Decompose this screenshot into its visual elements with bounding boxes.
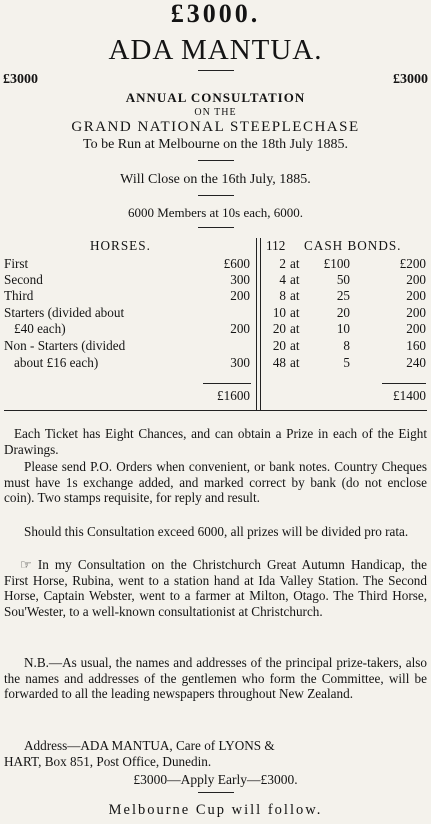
short-divider (198, 227, 234, 228)
bond-value: 50 (336, 272, 350, 287)
horse-row-label: £40 each) (14, 321, 66, 336)
bond-total: £200 (399, 256, 426, 271)
short-divider (198, 160, 234, 161)
bond-at: at (290, 256, 300, 271)
footer-notice: Melbourne Cup will follow. (108, 802, 323, 818)
bond-total: 240 (406, 355, 426, 370)
table-divider (260, 238, 261, 410)
table-bottom-rule (4, 410, 427, 411)
horse-row-amount: £600 (223, 256, 250, 271)
bond-value: 25 (336, 288, 350, 303)
bond-at: at (290, 272, 300, 287)
race-date-line: To be Run at Melbourne on the 18th July 1885. (83, 137, 348, 152)
paragraph-christchurch (4, 557, 427, 619)
horse-row-amount: 300 (230, 272, 250, 287)
bond-count: 48 (272, 355, 286, 370)
bond-at: at (290, 321, 300, 336)
paragraph-nb: N.B.—As usual, the names and addresses of the principal prize-takers, also the names and addresses of the gentlemen who form the Committee, will be forwarded to all the leading newspapers throughout New Zealand. (4, 655, 427, 702)
total-rule (203, 383, 251, 384)
members-line: 6000 Members at 10s each, 6000. (127, 205, 304, 220)
address-line-2: HART, Box 851, Post Office, Dunedin. (4, 754, 212, 769)
horse-row-label: Second (4, 272, 43, 287)
bond-count: 2 (279, 256, 286, 271)
bond-at: at (290, 305, 300, 320)
bond-total: 200 (406, 305, 426, 320)
bond-count: 8 (279, 288, 286, 303)
bond-at: at (290, 338, 300, 353)
bond-total: 160 (406, 338, 426, 353)
address-line-1: Address—ADA MANTUA, Care of LYONS & (24, 738, 275, 753)
table-divider (256, 238, 257, 410)
horse-row-label: Non - Starters (divided (4, 338, 126, 353)
prize-amount-title: £3000. (170, 0, 261, 28)
paragraph-chances: Each Ticket has Eight Chances, and can obtain a Prize in each of the Eight Drawings. (4, 426, 427, 457)
bond-value: 5 (343, 355, 350, 370)
bond-at: at (290, 288, 300, 303)
bond-total: 200 (406, 272, 426, 287)
horse-row-label: about £16 each) (14, 355, 99, 370)
ada-mantua-title: ADA MANTUA. (108, 34, 323, 66)
horse-row-label: Starters (divided about (4, 305, 125, 320)
horses-total: £1600 (217, 388, 250, 403)
left-amount: £3000 (3, 72, 38, 87)
short-divider (198, 70, 234, 71)
bond-count: 4 (279, 272, 286, 287)
closing-date: Will Close on the 16th July, 1885. (120, 172, 311, 187)
bond-value: £100 (323, 256, 350, 271)
short-divider (198, 195, 234, 196)
cash-bonds-heading: CASH BONDS. (304, 238, 402, 253)
horse-row-label: First (4, 256, 29, 271)
paragraph-payment: Please send P.O. Orders when convenient, or bank notes. Country Cheques must have 1s exchange added, and marked correct by bank (do not enclose coin). Two stamps requisite, for reply and result. (4, 459, 427, 506)
horse-row-amount: 300 (230, 355, 250, 370)
bonds-total: £1400 (393, 388, 426, 403)
bond-value: 8 (343, 338, 350, 353)
bond-total: 200 (406, 288, 426, 303)
short-divider (198, 792, 234, 793)
bond-count: 20 (272, 321, 286, 336)
paragraph-pro-rata: Should this Consultation exceed 6000, all prizes will be divided pro rata. (24, 524, 409, 539)
horses-heading: HORSES. (90, 238, 151, 253)
bonds-count-heading: 112 (266, 238, 286, 253)
bond-count: 20 (272, 338, 286, 353)
pointing-hand-icon: ☞ (20, 557, 32, 572)
horse-row-label: Third (4, 288, 34, 303)
annual-consultation-heading: ANNUAL CONSULTATION (125, 90, 306, 105)
horse-row-amount: 200 (230, 288, 250, 303)
bond-count: 10 (272, 305, 286, 320)
horse-row-amount: 200 (230, 321, 250, 336)
event-name: GRAND NATIONAL STEEPLECHASE (71, 119, 360, 135)
bond-value: 20 (336, 305, 350, 320)
bond-total: 200 (406, 321, 426, 336)
bond-value: 10 (336, 321, 350, 336)
right-amount: £3000 (393, 72, 428, 87)
apply-early-line: £3000—Apply Early—£3000. (133, 772, 298, 787)
on-the-label: ON THE (194, 107, 237, 118)
bond-at: at (290, 355, 300, 370)
total-rule (382, 383, 426, 384)
christchurch-text: In my Consultation on the Christchurch Great Autumn Handicap, the First Horse, Rubina, went to a station hand at Ida Valley Station. The Second Horse, Captain Webster, went to a farmer at Milton, Otago. The Third Horse, Sou'Wester, to a well-known consultationist at Christchurch. (4, 557, 427, 619)
